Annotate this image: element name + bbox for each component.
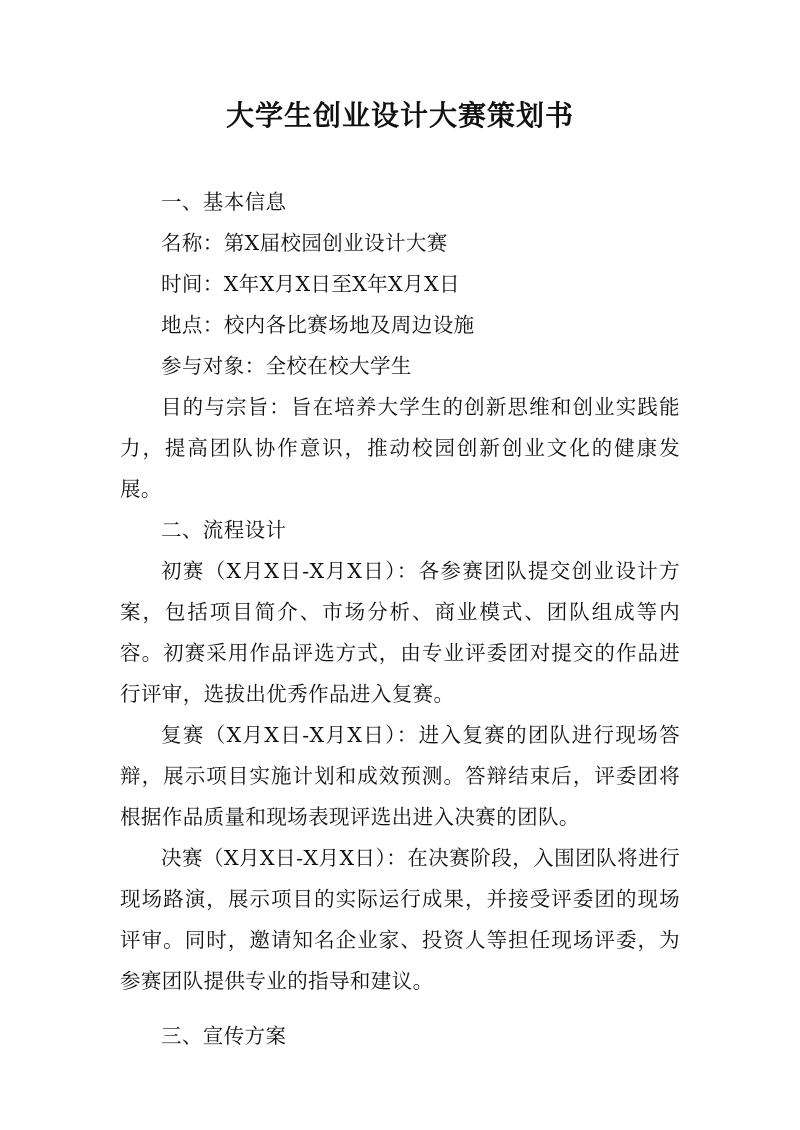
info-participants: 参与对象：全校在校大学生 xyxy=(161,354,412,378)
info-time: 时间：X年X月X日至X年X月X日 xyxy=(161,272,460,296)
info-location: 地点：校内各比赛场地及周边设施 xyxy=(161,313,475,337)
section-heading-process: 二、流程设计 xyxy=(161,518,287,542)
process-final: 决赛（X月X日-X月X日）：在决赛阶段，入围团队将进行现场路演，展示项目的实际运行成果，并接受评委团的现场评审。同时，邀请知名企业家、投资人等担任现场评委，为参赛团队提供专业的指导和建议。 xyxy=(120,846,680,993)
process-semifinal: 复赛（X月X日-X月X日）：进入复赛的团队进行现场答辩，展示项目实施计划和成效预测。答辩结束后，评委团将根据作品质量和现场表现评选出进入决赛的团队。 xyxy=(120,723,680,829)
section-heading-basic-info: 一、基本信息 xyxy=(161,190,287,214)
process-preliminary: 初赛（X月X日-X月X日）：各参赛团队提交创业设计方案，包括项目简介、市场分析、商业模式、团队组成等内容。初赛采用作品评选方式，由专业评委团对提交的作品进行评审，选拔出优秀作品进入复赛。 xyxy=(120,559,680,706)
document-body xyxy=(120,182,680,1057)
info-purpose: 目的与宗旨：旨在培养大学生的创新思维和创业实践能力，提高团队协作意识，推动校园创新创业文化的健康发展。 xyxy=(120,395,680,501)
info-name: 名称：第X届校园创业设计大赛 xyxy=(161,231,448,255)
section-heading-publicity: 三、宣传方案 xyxy=(161,1024,287,1048)
document-title: 大学生创业设计大赛策划书 xyxy=(225,99,574,132)
